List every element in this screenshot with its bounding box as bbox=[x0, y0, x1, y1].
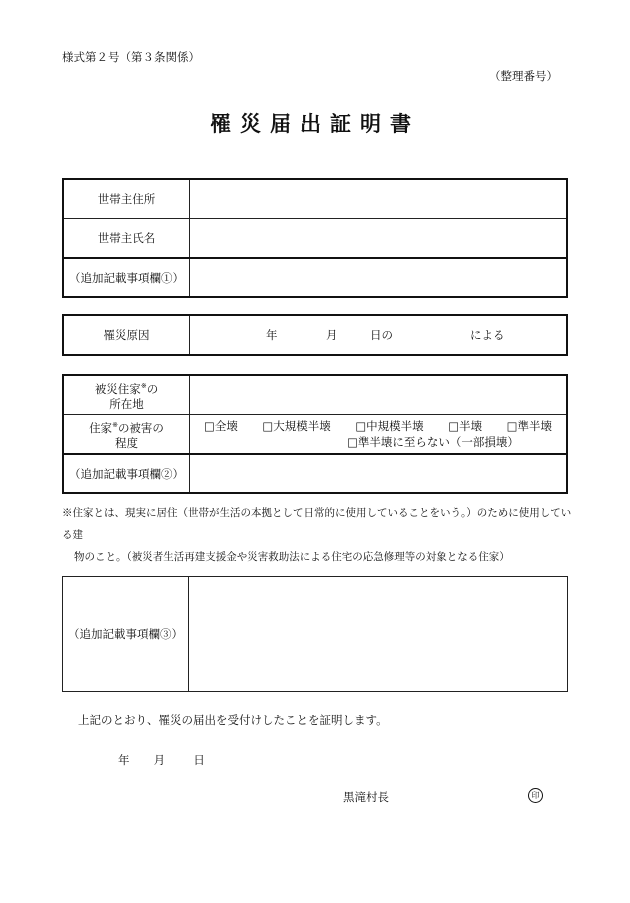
extra-field-2[interactable] bbox=[190, 454, 568, 493]
head-address-label: 世帯主住所 bbox=[63, 179, 190, 219]
damage-table bbox=[62, 374, 568, 494]
form-number: 様式第２号（第３条関係） bbox=[62, 50, 200, 64]
cause-month: 月 bbox=[326, 328, 338, 342]
extra-field-3-label: （追加記載事項欄③） bbox=[63, 577, 189, 692]
issue-month: 月 bbox=[153, 753, 166, 767]
page-title: 罹災届出証明書 bbox=[210, 111, 420, 136]
cause-day: 日の bbox=[370, 328, 393, 342]
cause-table bbox=[62, 314, 568, 356]
footnote bbox=[62, 502, 572, 568]
head-name-label: 世帯主氏名 bbox=[63, 219, 190, 259]
head-name-field[interactable] bbox=[190, 219, 568, 259]
option-total-collapse[interactable]: □全壊 bbox=[204, 419, 238, 433]
issue-date bbox=[118, 752, 205, 768]
damage-options bbox=[190, 415, 568, 455]
serial-number-label: （整理番号） bbox=[489, 69, 558, 83]
extra-field-2-label: （追加記載事項欄②） bbox=[63, 454, 190, 493]
certification-text: 上記のとおり、罹災の届出を受付けしたことを証明します。 bbox=[78, 713, 388, 727]
cause-year: 年 bbox=[266, 328, 278, 342]
extra-field-1-label: （追加記載事項欄①） bbox=[63, 258, 190, 297]
issue-year: 年 bbox=[118, 753, 130, 767]
issuer-name: 黒滝村長 bbox=[343, 790, 389, 804]
cause-field[interactable] bbox=[190, 315, 568, 355]
cause-label: 罹災原因 bbox=[63, 315, 190, 355]
option-partial-damage[interactable]: □準半壊に至らない（一部損壊） bbox=[347, 435, 519, 449]
location-label: 被災住家※の 所在地 bbox=[63, 375, 190, 415]
extra-field-1[interactable] bbox=[190, 258, 568, 297]
cause-by: による bbox=[470, 328, 505, 342]
extra-table-3 bbox=[62, 576, 568, 692]
option-large-half-collapse[interactable]: □大規模半壊 bbox=[262, 419, 331, 433]
issue-day: 日 bbox=[193, 753, 205, 767]
footnote-line-2: 物のこと。（被災者生活再建支援金や災害救助法による住宅の応急修理等の対象となる住家） bbox=[74, 551, 510, 563]
extra-field-3[interactable] bbox=[189, 577, 568, 692]
damage-label: 住家※の被害の 程度 bbox=[63, 415, 190, 455]
option-quasi-half-collapse[interactable]: □準半壊 bbox=[506, 419, 552, 433]
option-half-collapse[interactable]: □半壊 bbox=[448, 419, 483, 433]
option-medium-half-collapse[interactable]: □中規模半壊 bbox=[355, 419, 424, 433]
footnote-line-1: ※住家とは、現実に居住（世帯が生活の本拠として日常的に使用していることをいう。）のために使用している建 bbox=[62, 507, 572, 541]
location-field[interactable] bbox=[190, 375, 568, 415]
seal-mark: 印 bbox=[528, 788, 543, 803]
head-address-field[interactable] bbox=[190, 179, 568, 219]
applicant-table bbox=[62, 178, 568, 298]
